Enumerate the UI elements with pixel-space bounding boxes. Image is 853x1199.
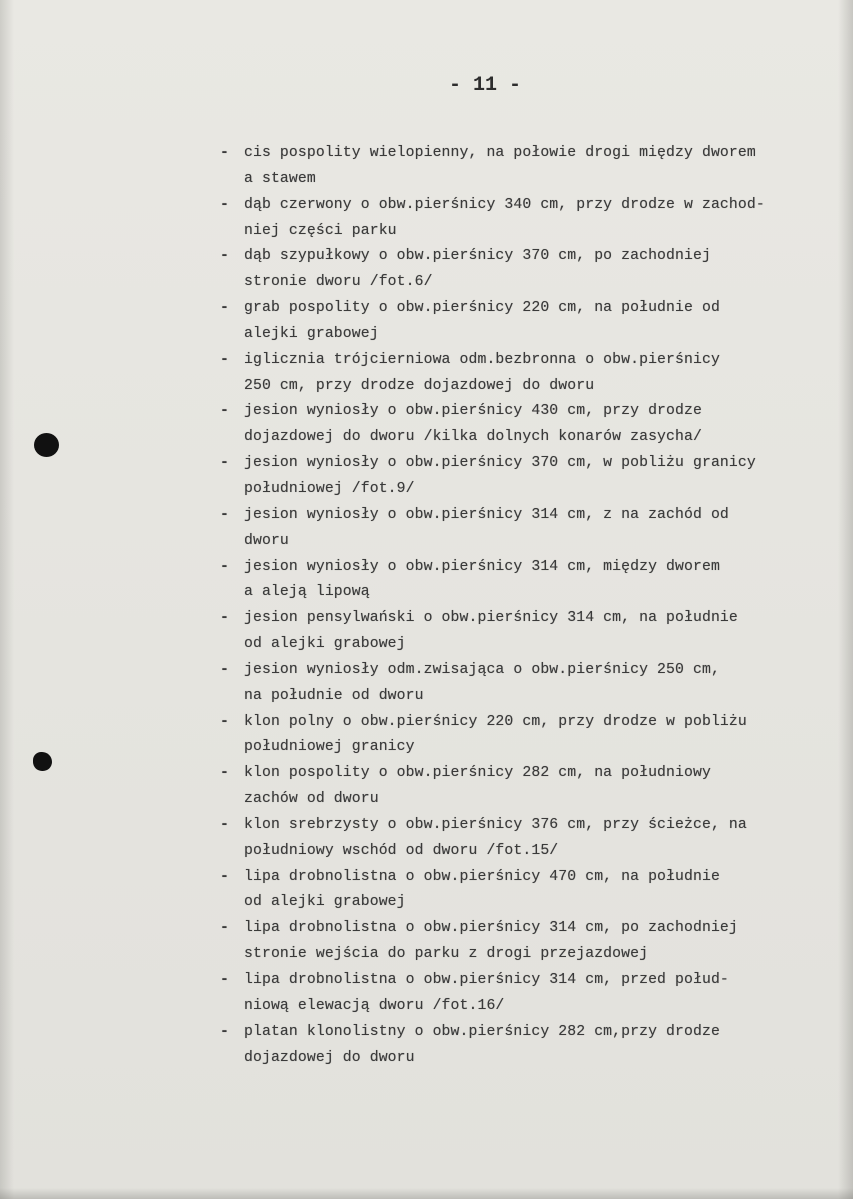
list-dash: - xyxy=(220,868,229,885)
list-dash: - xyxy=(220,403,229,420)
list-item-line: południowej granicy xyxy=(244,739,415,756)
list-item xyxy=(220,399,845,451)
list-item-line: dworu xyxy=(244,532,289,549)
list-item xyxy=(220,916,845,968)
list-item-line: jesion wyniosły o obw.pierśnicy 314 cm, z na zachód od xyxy=(244,506,729,523)
list-item-line: cis pospolity wielopienny, na połowie drogi między dworem xyxy=(244,145,756,161)
punch-hole-top xyxy=(34,433,59,457)
list-item-line: 250 cm, przy drodze dojazdowej do dworu xyxy=(244,377,595,394)
list-dash: - xyxy=(220,196,229,213)
list-dash: - xyxy=(220,816,229,833)
list-item xyxy=(220,193,845,245)
list-item-line: stronie dworu /fot.6/ xyxy=(244,274,433,291)
list-item-line: zachów od dworu xyxy=(244,791,379,808)
list-item xyxy=(220,606,845,658)
list-item-line: południowej /fot.9/ xyxy=(244,480,415,497)
list-item-line: niową elewacją dworu /fot.16/ xyxy=(244,997,505,1014)
list-dash: - xyxy=(220,713,229,730)
page-bottom-shadow xyxy=(0,1188,853,1199)
list-dash: - xyxy=(220,300,229,317)
list-item xyxy=(220,296,845,348)
list-dash: - xyxy=(220,1023,229,1040)
list-item-line: jesion wyniosły o obw.pierśnicy 430 cm, przy drodze xyxy=(244,403,702,420)
tree-species-list xyxy=(220,141,845,1071)
list-item-line: lipa drobnolistna o obw.pierśnicy 314 cm, przed połud- xyxy=(244,972,729,988)
list-item-line: jesion wyniosły o obw.pierśnicy 370 cm, w pobliżu granicy xyxy=(244,455,756,472)
list-item-line: od alejki grabowej xyxy=(244,894,406,911)
list-item-line: klon polny o obw.pierśnicy 220 cm, przy drodze w pobliżu xyxy=(244,713,747,730)
list-item xyxy=(220,865,845,917)
list-item xyxy=(220,813,845,865)
list-item-line: alejki grabowej xyxy=(244,325,379,342)
list-item-line: dojazdowej do dworu xyxy=(244,1049,415,1066)
list-item-line: klon srebrzysty o obw.pierśnicy 376 cm, przy ścieżce, na xyxy=(244,816,747,833)
list-dash: - xyxy=(220,972,229,988)
list-item-line: stronie wejścia do parku z drogi przejazdowej xyxy=(244,946,649,963)
list-dash: - xyxy=(220,455,229,472)
list-dash: - xyxy=(220,610,229,627)
list-dash: - xyxy=(220,506,229,523)
list-item xyxy=(220,761,845,813)
list-dash: - xyxy=(220,661,229,678)
list-item-line: lipa drobnolistna o obw.pierśnicy 314 cm, po zachodniej xyxy=(244,920,738,937)
list-item xyxy=(220,555,845,607)
list-item-line: dąb szypułkowy o obw.pierśnicy 370 cm, po zachodniej xyxy=(244,248,711,265)
list-item-line: a stawem xyxy=(244,170,316,187)
list-item-line: południowy wschód od dworu /fot.15/ xyxy=(244,842,559,859)
list-item xyxy=(220,658,845,710)
list-item-line: jesion wyniosły o obw.pierśnicy 314 cm, między dworem xyxy=(244,558,720,575)
list-item-line: platan klonolistny o obw.pierśnicy 282 cm,przy drodze xyxy=(244,1023,720,1040)
list-dash: - xyxy=(220,351,229,368)
list-item-line: iglicznia trójcierniowa odm.bezbronna o obw.pierśnicy xyxy=(244,351,720,368)
list-dash: - xyxy=(220,765,229,782)
list-item xyxy=(220,1020,845,1072)
list-item-line: niej części parku xyxy=(244,222,397,239)
list-dash: - xyxy=(220,920,229,937)
list-item-line: klon pospolity o obw.pierśnicy 282 cm, na południowy xyxy=(244,765,711,782)
list-item xyxy=(220,451,845,503)
list-dash: - xyxy=(220,145,229,161)
punch-hole-bottom xyxy=(33,752,52,771)
list-item xyxy=(220,141,845,193)
list-item-line: dąb czerwony o obw.pierśnicy 340 cm, przy drodze w zachod- xyxy=(244,196,765,213)
list-item-line: na południe od dworu xyxy=(244,687,424,704)
list-dash: - xyxy=(220,558,229,575)
list-item-line: od alejki grabowej xyxy=(244,636,406,653)
list-item-line: dojazdowej do dworu /kilka dolnych konarów zasycha/ xyxy=(244,429,702,446)
list-item-line: lipa drobnolistna o obw.pierśnicy 470 cm, na południe xyxy=(244,868,720,885)
list-item xyxy=(220,710,845,762)
list-item-line: jesion wyniosły odm.zwisająca o obw.pierśnicy 250 cm, xyxy=(244,661,720,678)
list-item xyxy=(220,348,845,400)
list-item xyxy=(220,503,845,555)
list-item xyxy=(220,968,845,1020)
list-item-line: grab pospolity o obw.pierśnicy 220 cm, na południe od xyxy=(244,300,720,317)
page-number: - 11 - xyxy=(448,74,521,97)
list-dash: - xyxy=(220,248,229,265)
page-left-shadow xyxy=(0,0,14,1199)
list-item-line: jesion pensylwański o obw.pierśnicy 314 cm, na południe xyxy=(244,610,738,627)
list-item-line: a aleją lipową xyxy=(244,584,370,601)
list-item xyxy=(220,244,845,296)
